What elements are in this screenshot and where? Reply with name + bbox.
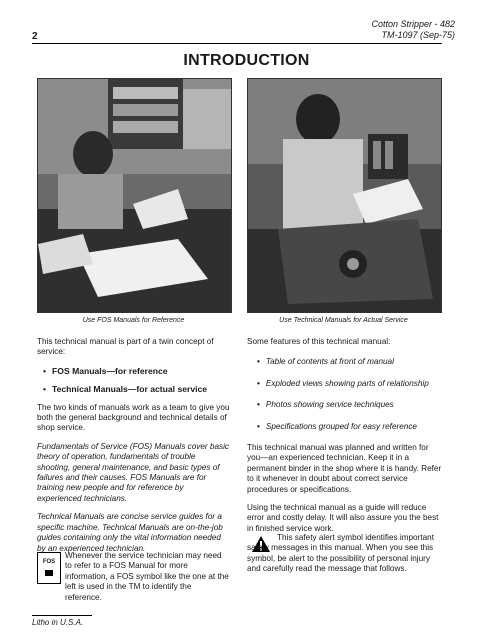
header-rule xyxy=(32,43,442,44)
feature-item: • Photos showing service techniques xyxy=(257,400,442,410)
safety-paragraph: This safety alert symbol identifies important safety messages in this manual. When you see this symbol, be alert to the possibility of personal injury and carefully read the message that follows. xyxy=(247,533,434,574)
bullet-technical-manuals: • Technical Manuals—for actual service xyxy=(43,384,230,394)
bullet-fos-manuals: • FOS Manuals—for reference xyxy=(43,366,230,376)
technical-manuals-paragraph: Technical Manuals are concise service guides for a specific machine. Technical Manuals are on-the-job guides containing only the vital information needed by an experienced technician. xyxy=(37,512,223,553)
litho-footer: Litho in U.S.A. xyxy=(32,618,84,627)
footer-rule xyxy=(32,615,92,616)
page-number: 2 xyxy=(32,31,38,42)
feature-item: • Exploded views showing parts of relationship xyxy=(257,379,442,389)
fos-reference-photo xyxy=(37,78,232,313)
features-intro: Some features of this technical manual: xyxy=(247,337,391,346)
right-column xyxy=(247,337,442,542)
planned-paragraph: This technical manual was planned and written for you—an experienced technician. Keep it in a permanent binder in the shop where it is handy. Refer to it whenever in doubt about correct service procedures or specifications. xyxy=(247,443,442,494)
feature-item: • Table of contents at front of manual xyxy=(257,357,442,367)
left-photo-caption: Use FOS Manuals for Reference xyxy=(82,317,185,324)
feature-item: • Specifications grouped for easy reference xyxy=(257,422,442,432)
two-kinds-paragraph: The two kinds of manuals work as a team to give you both the general background and technical details of shop service. xyxy=(37,402,230,433)
fos-paragraph: Fundamentals of Service (FOS) Manuals cover basic theory of operation, fundamentals of trouble shooting, general maintenance, and basic types of failures and their causes. FOS Manuals are for training new people and for reference by experienced technicians. xyxy=(37,441,230,503)
guide-paragraph: Using the technical manual as a guide will reduce error and costly delay. It will also assure you the best in finished service work. xyxy=(247,503,439,533)
twin-concept-intro: This technical manual is part of a twin concept of service: xyxy=(37,337,214,357)
fos-book-icon: FOS xyxy=(37,552,61,584)
fos-symbol-paragraph: Whenever the service technician may need to refer to a FOS Manual for more information, a FOS symbol like the one at the left is used in the TM to identify the reference. xyxy=(65,551,229,602)
right-photo-caption: Use Technical Manuals for Actual Service xyxy=(279,317,408,324)
running-header xyxy=(371,19,455,41)
left-column xyxy=(37,337,230,562)
header-doc-id: TM-1097 (Sep-75) xyxy=(381,30,455,40)
technical-service-photo xyxy=(247,78,442,313)
page-title: INTRODUCTION xyxy=(183,52,310,69)
header-model: Cotton Stripper - 482 xyxy=(371,19,455,29)
